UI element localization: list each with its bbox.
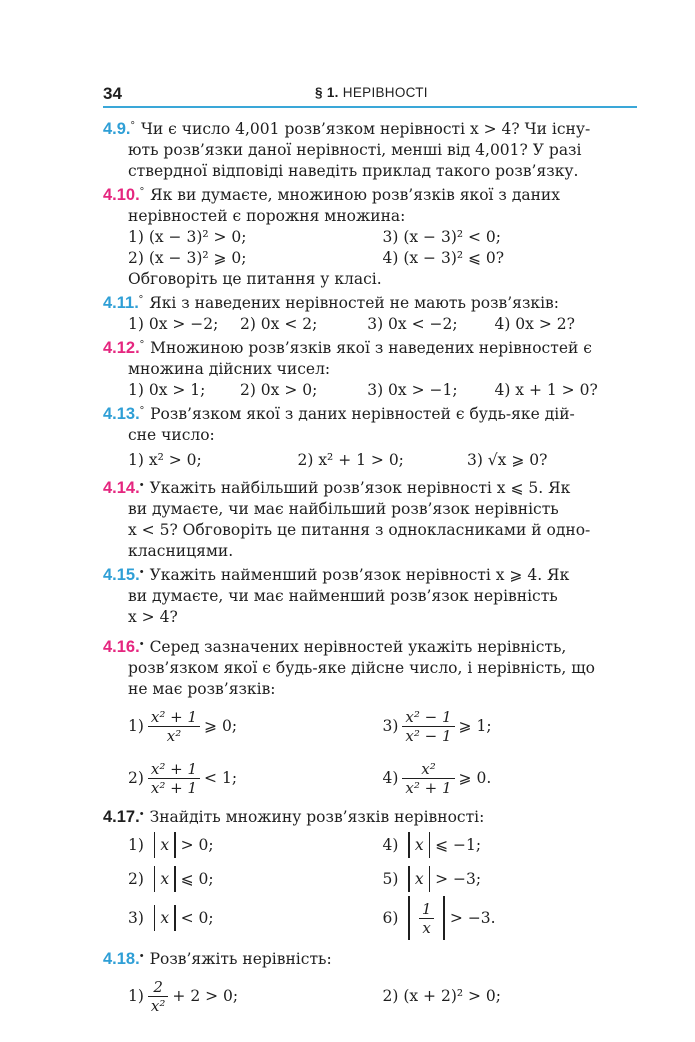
relation: < 0; <box>180 908 214 927</box>
abs-bar <box>443 896 445 940</box>
option <box>128 896 383 940</box>
fraction-options-row <box>103 970 637 1022</box>
problem-number: 4.14. <box>103 479 140 497</box>
numerator: x² + 1 <box>148 760 200 779</box>
option: 4) 0x > 2? <box>494 315 575 333</box>
relation: > −3; <box>435 869 482 888</box>
difficulty-mark: • <box>139 479 144 491</box>
difficulty-mark: • <box>139 638 144 650</box>
abs-bar <box>174 832 176 858</box>
option-number: 2) <box>128 768 144 787</box>
answer-options <box>103 380 637 401</box>
problem-text: класницями. <box>128 542 234 560</box>
denominator: x² − 1 <box>405 726 452 745</box>
option-number: 2) <box>128 869 144 888</box>
abs-bar <box>408 866 410 892</box>
denominator: x² + 1 <box>405 778 452 797</box>
option <box>128 862 383 896</box>
problem-text: Знайдіть множину розв’язків нерівності: <box>149 808 485 826</box>
problem-4-13 <box>103 401 637 475</box>
option <box>128 978 383 1015</box>
problem-text: множина дійсних чисел: <box>128 360 331 378</box>
option-number: 6) <box>382 908 399 927</box>
relation: < 1; <box>204 768 238 787</box>
problem-text: x > 4? <box>128 608 178 626</box>
problem-4-9 <box>103 116 637 182</box>
option: 3) 0x > −1; <box>367 381 458 399</box>
difficulty-mark: • <box>139 808 144 820</box>
problem-note: Обговоріть це питання у класі. <box>128 270 382 288</box>
problem-4-11 <box>103 290 637 335</box>
relation: ⩾ 0. <box>458 768 492 787</box>
page-header <box>103 84 637 106</box>
option: 1) x² > 0; <box>128 451 202 469</box>
abs-bar <box>154 866 156 892</box>
problem-4-16 <box>103 634 637 804</box>
difficulty-mark: ° <box>139 405 145 417</box>
relation: ⩾ 1; <box>458 716 492 735</box>
problem-4-15 <box>103 562 637 628</box>
difficulty-mark: • <box>139 566 144 578</box>
option: 2) (x + 2)² > 0; <box>382 986 502 1005</box>
option-number: 4) <box>382 835 399 854</box>
difficulty-mark: ° <box>139 186 145 198</box>
fraction <box>148 708 200 745</box>
problem-text: Серед зазначених нерівностей укажіть нерівність, <box>149 638 567 656</box>
difficulty-mark: • <box>139 950 144 962</box>
section-title: НЕРІВНОСТІ <box>342 85 428 100</box>
denominator: x² <box>166 726 182 745</box>
problem-list <box>103 116 637 1022</box>
option: 3) (x − 3)² < 0; <box>382 228 502 246</box>
problem-number: 4.17. <box>103 808 140 826</box>
problem-text: ви думаєте, чи має найбільший розв’язок нерівність <box>128 500 559 518</box>
option-number: 5) <box>382 869 399 888</box>
denominator: x <box>422 918 431 937</box>
numerator: 1 <box>419 900 435 919</box>
problem-text: ють розв’язки даної нерівності, менші від 4,001? У разі <box>128 141 582 159</box>
relation: ⩽ −1; <box>435 835 482 854</box>
problem-4-14 <box>103 475 637 562</box>
abs-argument: x <box>414 835 424 854</box>
answer-options <box>103 828 637 940</box>
option-number: 4) <box>382 768 399 787</box>
problem-text: Множиною розв’язків якої з наведених нерівностей є <box>150 339 592 357</box>
relation: > −3. <box>449 908 496 927</box>
option <box>383 828 638 862</box>
option <box>383 708 638 745</box>
option <box>383 862 638 896</box>
relation: + 2 > 0; <box>172 986 239 1005</box>
problem-text: розв’язком якої є будь-яке дійсне число, і нерівність, що <box>128 659 595 677</box>
problem-number: 4.13. <box>103 405 140 423</box>
option: 1) (x − 3)² > 0; <box>128 228 247 246</box>
denominator: x² + 1 <box>150 778 198 797</box>
relation: > 0; <box>180 835 214 854</box>
problem-text: ствердної відповіді наведіть приклад такого розв’язку. <box>128 162 579 180</box>
denominator: x² <box>150 996 166 1015</box>
relation: ⩾ 0; <box>204 716 238 735</box>
fraction <box>148 978 168 1015</box>
difficulty-mark: ° <box>130 120 135 132</box>
option-number: 3) <box>128 908 144 927</box>
problem-text: x < 5? Обговоріть це питання з однокласниками й одно- <box>128 521 591 539</box>
option <box>128 708 383 745</box>
fraction-options-row <box>103 700 637 752</box>
problem-4-17 <box>103 804 637 940</box>
fraction-options-row <box>103 752 637 804</box>
problem-text: Укажіть найбільший розв’язок нерівності x ⩽ 5. Як <box>149 479 571 497</box>
problem-number: 4.9. <box>103 120 131 138</box>
difficulty-mark: ° <box>139 339 145 351</box>
numerator: x² − 1 <box>402 708 454 727</box>
difficulty-mark: ° <box>138 294 144 306</box>
abs-bar <box>154 832 156 858</box>
numerator: x² <box>402 760 454 779</box>
fraction <box>402 708 454 745</box>
option <box>128 760 383 797</box>
section-mark: § 1. <box>315 85 339 100</box>
problem-text: нерівностей є порожня множина: <box>128 207 406 225</box>
abs-argument: x <box>160 908 170 927</box>
abs-bar <box>408 896 410 940</box>
problem-text: Чи є число 4,001 розв’язком нерівності x > 4? Чи існу- <box>140 120 591 138</box>
abs-bar <box>154 905 156 931</box>
problem-number: 4.16. <box>103 638 140 656</box>
problem-text: Як ви думаєте, множиною розв’язків якої з даних <box>150 186 561 204</box>
abs-argument: x <box>160 835 170 854</box>
option: 2) (x − 3)² ⩾ 0; <box>128 249 247 267</box>
problem-4-10 <box>103 182 637 290</box>
fraction <box>148 760 200 797</box>
option <box>383 896 638 940</box>
answer-options <box>103 227 637 269</box>
numerator: 2 <box>148 978 168 997</box>
option-number: 3) <box>382 716 399 735</box>
problem-number: 4.12. <box>103 339 140 357</box>
fraction <box>402 760 454 797</box>
abs-bar <box>174 866 176 892</box>
relation: ⩽ 0; <box>180 869 214 888</box>
problem-text: ви думаєте, чи має найменший розв’язок нерівність <box>128 587 558 605</box>
page-number: 34 <box>103 84 122 103</box>
problem-4-12 <box>103 335 637 401</box>
problem-number: 4.15. <box>103 566 140 584</box>
option: 4) x + 1 > 0? <box>494 381 598 399</box>
problem-text: Розв’язком якої з даних нерівностей є будь-яке дій- <box>150 405 575 423</box>
abs-argument: x <box>160 869 170 888</box>
abs-bar <box>429 866 431 892</box>
option: 2) 0x > 0; <box>239 381 318 399</box>
option-number: 1) <box>128 716 144 735</box>
problem-number: 4.18. <box>103 950 140 968</box>
option: 3) √x ⩾ 0? <box>466 451 548 469</box>
problem-4-18 <box>103 946 637 1022</box>
option: 1) 0x > −2; <box>128 315 219 333</box>
problem-text: Укажіть найменший розв’язок нерівності x ⩾ 4. Як <box>149 566 570 584</box>
option: 3) 0x < −2; <box>367 315 458 333</box>
option <box>383 760 638 797</box>
fraction <box>419 900 435 937</box>
abs-argument: x <box>414 869 424 888</box>
problem-text: Розв’яжіть нерівність: <box>149 950 332 968</box>
abs-bar <box>174 905 176 931</box>
problem-number: 4.10. <box>103 186 140 204</box>
option: 2) 0x < 2; <box>239 315 318 333</box>
problem-number: 4.11. <box>103 294 139 312</box>
problem-text: не має розв’язків: <box>128 680 276 698</box>
abs-bar <box>429 832 431 858</box>
option <box>128 828 383 862</box>
answer-options <box>103 446 637 475</box>
option: 1) 0x > 1; <box>128 381 206 399</box>
header-rule <box>103 106 637 108</box>
problem-text: сне число: <box>128 426 215 444</box>
answer-options <box>103 314 637 335</box>
problem-text: Які з наведених нерівностей не мають розв’язків: <box>149 294 559 312</box>
option-number: 1) <box>128 835 144 854</box>
numerator: x² + 1 <box>148 708 200 727</box>
option: 2) x² + 1 > 0; <box>297 451 404 469</box>
option-number: 1) <box>128 986 144 1005</box>
option: 4) (x − 3)² ⩽ 0? <box>382 249 505 267</box>
abs-bar <box>408 832 410 858</box>
section-heading <box>315 85 428 100</box>
